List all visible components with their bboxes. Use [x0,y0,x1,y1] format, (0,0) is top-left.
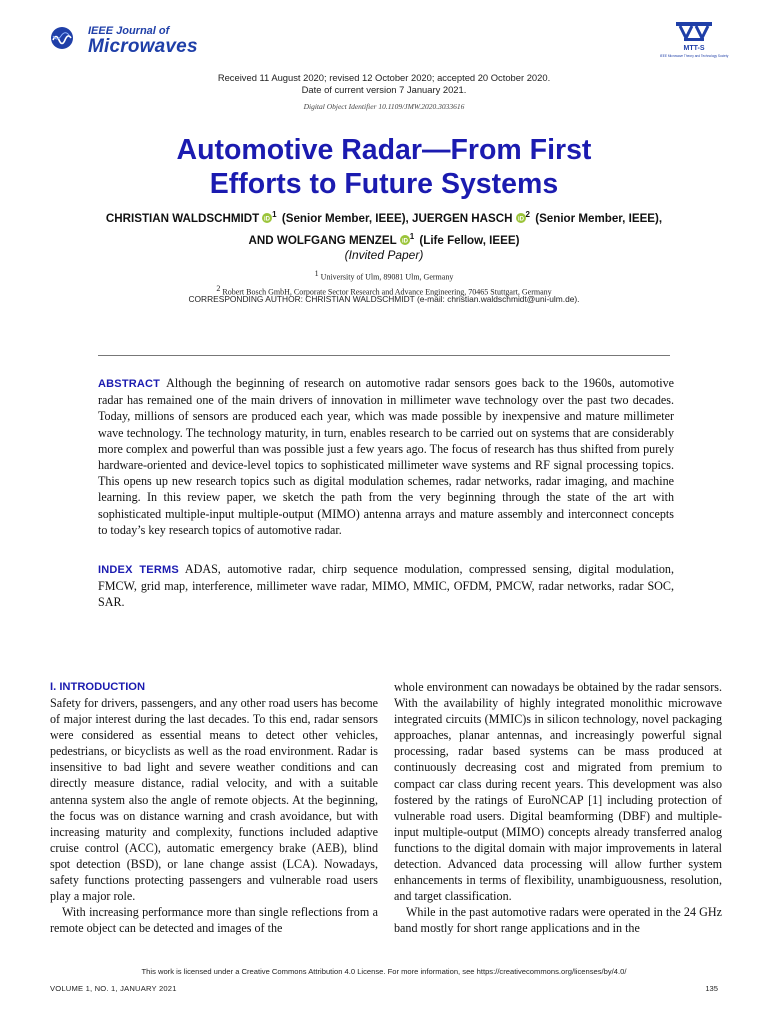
paragraph: Safety for drivers, passengers, and any other road users has become of major interest during the last decades. To this end, radar sensors were considered as essential means to detect other vehicles, pedestrians, or bicyclists as well as the road environment. Radar is insensitive to bad light and severe weather conditions and can directly measure distance, radial velocity, and with a suitable antenna system also the angle of remote objects. At the beginning, the focus was on distance warning and crash avoidance, but with increasing maturity and complexity, functions included adaptive cruise control (ACC), automatic emergency brake (AEB), blind spot detection (BSD), or lane change assist (LCA). Nowadays, safety functions protecting passengers and vulnerable road users play a major role. [50,696,378,904]
author-role-2: (Senior Member, IEEE), [535,211,663,225]
journal-name-main: Microwaves [88,36,198,57]
section-heading: I. INTRODUCTION [50,681,146,693]
journal-name-top: IEEE Journal of [88,25,170,37]
author-list [0,206,768,250]
affiliation-2: Robert Bosch GmbH, Corporate Sector Research and Advance Engineering, 70465 Stuttgart, Germany [222,287,552,297]
abstract [98,375,674,538]
author-1-affil-sup: 1 [272,210,277,219]
author-name-1: CHRISTIAN WALDSCHMIDT [105,211,260,225]
orcid-icon[interactable] [262,213,272,223]
publication-history [0,72,768,96]
body-column-left [50,679,378,936]
divider [98,355,670,356]
abstract-text: Although the beginning of research on automotive radar sensors goes back to the 1960s, automotive radar has remained one of the main drivers of innovation in millimeter wave technology over the past two decades. Today, millions of sensors are produced each year, which was made possible by inexpensive and mature millimeter wave technology. The technology maturity, in turn, enables research to be carried out on systems that are considerably more complex and powerful than was possible just a few years ago. The focus of research has thus shifted from purely hardware-oriented and device-level topics to sophisticated millimeter wave systems and RF signal processing topics. This opens up new research topics such as digital modulation schemes, radar networks, radar imaging, and machine learning. In this review paper, we sketch the path from the very beginning through the state of the art with sophisticated multiple-input multiple-output (MIMO) antenna arrays and mature assembly and interconnect concepts to today’s key research topics of automotive radar. [98,376,674,537]
author-role-3: (Life Fellow, IEEE) [419,233,520,247]
paragraph: With increasing performance more than single reflections from a remote object can be detected and images of the [50,905,378,936]
author-3-affil-sup: 1 [409,231,415,241]
current-version-date: Date of current version 7 January 2021. [301,84,467,95]
invited-paper-note: (Invited Paper) [344,248,424,262]
corresponding-author: CORRESPONDING AUTHOR: CHRISTIAN WALDSCHMIDT (e-mail: christian.waldschmidt@uni-ulm.de). [188,294,580,304]
index-terms-label: INDEX TERMS [98,564,179,576]
author-name-3: AND WOLFGANG MENZEL [248,233,397,247]
author-2-affil-sup: 2 [525,210,530,219]
abstract-label: ABSTRACT [98,378,161,390]
index-terms [98,561,674,611]
title-line-2: Efforts to Future Systems [209,168,559,200]
orcid-icon[interactable] [516,213,526,223]
license-note: This work is licensed under a Creative Commons Attribution 4.0 License. For more information, see https://creativecommons.org/licenses/by/4.0/ [141,967,627,976]
received-dates: Received 11 August 2020; revised 12 October 2020; accepted 20 October 2020. [217,72,551,83]
svg-text:iD: iD [264,216,271,223]
mtt-s-logo-icon [659,18,729,60]
svg-text:iD: iD [401,238,408,245]
svg-text:iD: iD [517,216,524,223]
svg-text:MTT-S: MTT-S [683,45,705,52]
index-terms-text: ADAS, automotive radar, chirp sequence modulation, compressed sensing, digital modulation, FMCW, grid map, interference, millimeter wave radar, MIMO, MMIC, OFDM, PMCW, radar networks, radar SOC, SAR. [98,562,674,610]
body-column-right [394,679,722,937]
svg-text:IEEE Microwave Theory and Tech: IEEE Microwave Theory and Technology Society [659,54,729,58]
affiliation-2-sup: 2 [216,283,221,293]
author-role-1: (Senior Member, IEEE), [281,211,409,225]
volume-info: VOLUME 1, NO. 1, JANUARY 2021 [50,984,177,993]
journal-logo-icon [50,26,74,50]
paragraph: While in the past automotive radars were operated in the 24 GHz band mostly for short range applications and in the [394,905,722,936]
author-name-2: JUERGEN HASCH [412,211,513,225]
title-line-1: Automotive Radar—From First [176,134,592,166]
affiliation-1: University of Ulm, 89081 Ulm, Germany [320,272,454,282]
paragraph: whole environment can nowadays be obtained by the radar sensors. With the availability of highly integrated monolithic microwave integrated circuits (MMIC)s in silicon technology, novel packaging approaches, planar antennas, and increasingly powerful signal processing, radar based systems can be mass produced at continuously decreasing cost and migrated from premium to compact car class during recent years. This development was also fostered by the ratings of EuroNCAP [1] including protection of vulnerable road users. Digital beamforming (DBF) and multiple-input multiple-output (MIMO) concepts already transferred analog functions to the digital domain with major improvements in lateral detection. Advanced data processing will allow further system enhancements in terms of flexibility, unambiguousness, resolution, and target classification. [394,680,722,904]
orcid-icon[interactable] [400,235,410,245]
paper-title [0,133,768,201]
affiliations [0,268,768,297]
affiliation-1-sup: 1 [314,269,319,278]
page-number: 135 [705,984,718,993]
doi: Digital Object Identifier 10.1109/JMW.2020.3033616 [303,102,465,111]
